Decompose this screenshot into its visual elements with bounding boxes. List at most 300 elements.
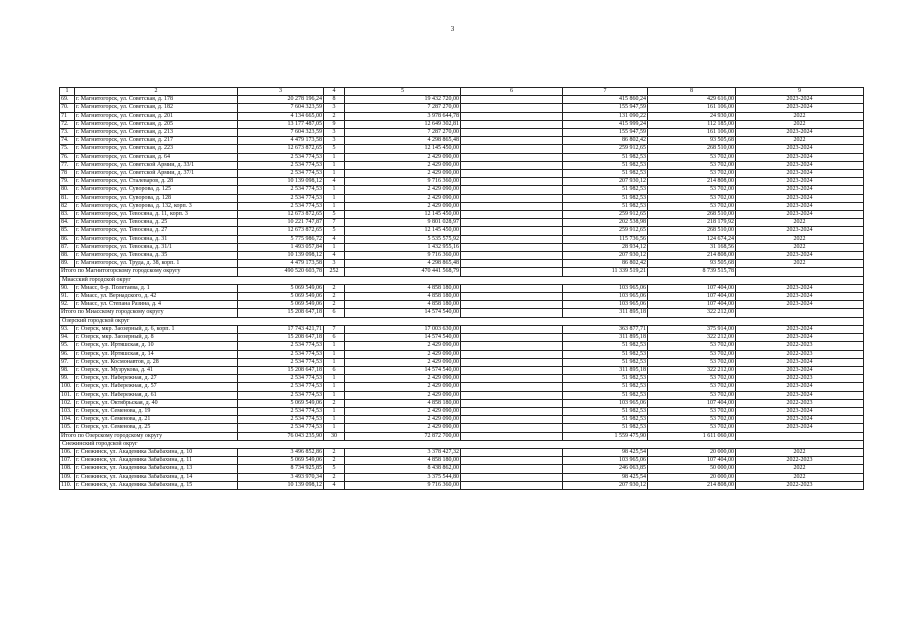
table-cell: 4 858 180,00 bbox=[345, 293, 461, 301]
table-cell: 2022 bbox=[736, 473, 864, 481]
table-cell: 12 145 450,00 bbox=[345, 227, 461, 235]
table-cell: 53 702,00 bbox=[648, 153, 736, 161]
table-cell: 20 278 196,24 bbox=[238, 96, 324, 104]
table-cell: 2 429 090,00 bbox=[345, 358, 461, 366]
table-cell: 2023-2024 bbox=[736, 293, 864, 301]
table-cell: 268 510,00 bbox=[648, 145, 736, 153]
table-cell: 51 982,53 bbox=[563, 186, 648, 194]
table-cell: 259 912,65 bbox=[563, 211, 648, 219]
table-cell: 5 069 549,06 bbox=[238, 399, 324, 407]
table-cell: 72. bbox=[60, 120, 75, 128]
table-cell: 8 739 515,78 bbox=[648, 268, 736, 276]
table-cell: 2023-2024 bbox=[736, 416, 864, 424]
table-cell: 51 982,53 bbox=[563, 342, 648, 350]
table-cell: 73. bbox=[60, 129, 75, 137]
table-cell: 2 534 774,53 bbox=[238, 416, 324, 424]
table-cell: 2 429 090,00 bbox=[345, 170, 461, 178]
table-cell: г. Магнитогорск, ул. Советская, д. 178 bbox=[75, 96, 238, 104]
table-row bbox=[60, 366, 864, 374]
table-cell: 2023-2024 bbox=[736, 284, 864, 292]
table-cell: 93 505,68 bbox=[648, 137, 736, 145]
table-cell: 155 947,59 bbox=[563, 129, 648, 137]
table-row bbox=[60, 96, 864, 104]
page-number: 3 bbox=[450, 25, 455, 33]
table-cell: г. Миасс, ул. Степана Разина, д. 4 bbox=[75, 301, 238, 309]
table-cell: 53 702,00 bbox=[648, 383, 736, 391]
table-cell bbox=[461, 260, 563, 268]
table-cell: 4 479 173,58 bbox=[238, 260, 324, 268]
table-cell: 1 bbox=[324, 350, 345, 358]
table-cell: 10 139 098,12 bbox=[238, 481, 324, 489]
table-cell bbox=[461, 235, 563, 243]
table-cell: 2022-2023 bbox=[736, 342, 864, 350]
table-cell: 375 914,00 bbox=[648, 325, 736, 333]
table-cell: 311 895,18 bbox=[563, 309, 648, 317]
table-cell: 53 702,00 bbox=[648, 202, 736, 210]
table-cell: 3 378 427,32 bbox=[345, 448, 461, 456]
table-row bbox=[60, 416, 864, 424]
table-cell: г. Магнитогорск, ул. Советская, д. 217 bbox=[75, 137, 238, 145]
table-cell: г. Магнитогорск, ул. Тевосяна, д. 35 bbox=[75, 252, 238, 260]
table-row bbox=[60, 137, 864, 145]
table-cell: 2 bbox=[324, 284, 345, 292]
header-cell: 1 bbox=[60, 88, 75, 96]
table-cell: 30 bbox=[324, 432, 345, 440]
table-cell: 1 bbox=[324, 424, 345, 432]
table-cell: 2023-2024 bbox=[736, 96, 864, 104]
table-cell: г. Магнитогорск, ул. Суворова, д. 132, корп. 3 bbox=[75, 202, 238, 210]
table-cell: 429 616,00 bbox=[648, 96, 736, 104]
table-cell: 2 429 090,00 bbox=[345, 383, 461, 391]
table-row bbox=[60, 186, 864, 194]
table-cell: 14 574 540,00 bbox=[345, 334, 461, 342]
table-cell: 207 930,12 bbox=[563, 178, 648, 186]
table-cell: 268 510,00 bbox=[648, 211, 736, 219]
table-cell: 88. bbox=[60, 252, 75, 260]
table-cell: г. Озерск, мкр. Заозерный, д. 8 bbox=[75, 334, 238, 342]
table-cell: 4 858 180,00 bbox=[345, 284, 461, 292]
table-cell: 2022-2023 bbox=[736, 350, 864, 358]
table-cell: 11 339 519,21 bbox=[563, 268, 648, 276]
table-cell: 82 bbox=[60, 202, 75, 210]
table-cell: 2023-2024 bbox=[736, 211, 864, 219]
table-cell: 6 bbox=[324, 334, 345, 342]
table-cell: г. Озерск, ул. Космонавтов, д. 28 bbox=[75, 358, 238, 366]
table-cell: 1 bbox=[324, 391, 345, 399]
table-cell: 3 978 644,78 bbox=[345, 112, 461, 120]
table-row bbox=[60, 350, 864, 358]
table-cell bbox=[461, 194, 563, 202]
table-cell: 12 145 450,00 bbox=[345, 211, 461, 219]
table-cell: 4 bbox=[324, 252, 345, 260]
table-cell: 268 510,00 bbox=[648, 227, 736, 235]
table-cell bbox=[461, 145, 563, 153]
table-cell: 2023-2024 bbox=[736, 424, 864, 432]
table-cell: г. Магнитогорск, ул. Сталеваров, д. 28 bbox=[75, 178, 238, 186]
table-cell bbox=[461, 383, 563, 391]
table-cell: 107 404,00 bbox=[648, 457, 736, 465]
table-cell: 7 bbox=[324, 219, 345, 227]
table-cell: 1 559 475,90 bbox=[563, 432, 648, 440]
header-row bbox=[60, 88, 864, 96]
table-cell: 79. bbox=[60, 178, 75, 186]
table-cell: 4 858 180,00 bbox=[345, 399, 461, 407]
table-cell: 107 404,00 bbox=[648, 293, 736, 301]
table-cell: 72 872 700,00 bbox=[345, 432, 461, 440]
table-cell: 490 520 603,78 bbox=[238, 268, 324, 276]
table-cell: 2 429 090,00 bbox=[345, 153, 461, 161]
table-cell: 2023-2024 bbox=[736, 186, 864, 194]
table-cell: 2 bbox=[324, 293, 345, 301]
table-cell: 2022 bbox=[736, 112, 864, 120]
table-cell: 2023-2024 bbox=[736, 391, 864, 399]
table-cell: 2 429 090,00 bbox=[345, 161, 461, 169]
table-cell: 2 534 774,53 bbox=[238, 153, 324, 161]
section-header-row bbox=[60, 276, 864, 284]
table-cell: 108. bbox=[60, 465, 75, 473]
table-cell: 5 535 575,92 bbox=[345, 235, 461, 243]
header-cell: 6 bbox=[461, 88, 563, 96]
table-row bbox=[60, 325, 864, 333]
table-cell: 90. bbox=[60, 284, 75, 292]
table-cell: 4 858 180,00 bbox=[345, 301, 461, 309]
table-cell: 1 493 057,84 bbox=[238, 243, 324, 251]
table-cell: 207 930,12 bbox=[563, 252, 648, 260]
table-cell: 2 429 090,00 bbox=[345, 391, 461, 399]
table-cell: г. Магнитогорск, ул. Тевосяна, д. 25 bbox=[75, 219, 238, 227]
table-cell bbox=[461, 424, 563, 432]
table-row bbox=[60, 120, 864, 128]
section-header-row bbox=[60, 440, 864, 448]
table-cell: 51 982,53 bbox=[563, 383, 648, 391]
table-body bbox=[60, 88, 864, 490]
table-cell: 2 bbox=[324, 301, 345, 309]
table-cell: 115 736,56 bbox=[563, 235, 648, 243]
table-cell: 2 534 774,53 bbox=[238, 375, 324, 383]
table-cell: 99. bbox=[60, 375, 75, 383]
table-cell: 2 534 774,53 bbox=[238, 161, 324, 169]
table-row bbox=[60, 161, 864, 169]
table-cell: г. Снежинск, ул. Академика Забабахина, д. 14 bbox=[75, 473, 238, 481]
table-cell: 2023-2024 bbox=[736, 407, 864, 415]
table-cell: 81. bbox=[60, 194, 75, 202]
table-cell: 2 bbox=[324, 448, 345, 456]
table-cell: г. Озерск, ул. Набережная, д. 57 bbox=[75, 383, 238, 391]
table-cell: 6 bbox=[324, 309, 345, 317]
table-cell bbox=[461, 293, 563, 301]
table-cell: г. Озерск, ул. Семенова, д. 25 bbox=[75, 424, 238, 432]
table-cell: 15 208 647,18 bbox=[238, 366, 324, 374]
table-row bbox=[60, 424, 864, 432]
table-cell: 9 801 028,97 bbox=[345, 219, 461, 227]
table-cell: 2022 bbox=[736, 120, 864, 128]
table-cell: г. Снежинск, ул. Академика Забабахина, д. 15 bbox=[75, 481, 238, 489]
table-row bbox=[60, 391, 864, 399]
table-cell: 1 bbox=[324, 383, 345, 391]
table-cell: 2023-2024 bbox=[736, 202, 864, 210]
table-cell: 207 930,12 bbox=[563, 481, 648, 489]
table-row bbox=[60, 260, 864, 268]
table-cell: 20 000,00 bbox=[648, 473, 736, 481]
table-cell: 2023-2024 bbox=[736, 252, 864, 260]
table-cell: 51 982,53 bbox=[563, 391, 648, 399]
table-cell: 2022 bbox=[736, 243, 864, 251]
header-cell: 2 bbox=[75, 88, 238, 96]
table-cell: 78 bbox=[60, 170, 75, 178]
table-cell: 1 bbox=[324, 243, 345, 251]
table-cell: 3 bbox=[324, 260, 345, 268]
table-cell: 24 930,00 bbox=[648, 112, 736, 120]
section-title: Озерский городской округ bbox=[60, 317, 864, 325]
table-cell: 98 425,54 bbox=[563, 448, 648, 456]
table-cell: 110. bbox=[60, 481, 75, 489]
table-row bbox=[60, 202, 864, 210]
table-cell: 77. bbox=[60, 161, 75, 169]
table-cell: 15 208 647,18 bbox=[238, 309, 324, 317]
table-cell: 415 860,24 bbox=[563, 96, 648, 104]
table-row bbox=[60, 235, 864, 243]
table-cell: 98. bbox=[60, 366, 75, 374]
table-cell: 15 208 647,18 bbox=[238, 334, 324, 342]
table-cell: 4 298 865,48 bbox=[345, 260, 461, 268]
table-cell: 259 912,65 bbox=[563, 227, 648, 235]
table-cell: 3 496 852,86 bbox=[238, 448, 324, 456]
housing-program-table bbox=[59, 87, 864, 490]
table-cell: г. Магнитогорск, ул. Советская, д. 201 bbox=[75, 112, 238, 120]
table-cell: 53 702,00 bbox=[648, 161, 736, 169]
table-cell: 1 bbox=[324, 358, 345, 366]
table-row bbox=[60, 211, 864, 219]
table-cell: 4 bbox=[324, 178, 345, 186]
table-cell: 103 965,06 bbox=[563, 457, 648, 465]
table-cell: г. Снежинск, ул. Академика Забабахина, д. 13 bbox=[75, 465, 238, 473]
table-cell: 2022 bbox=[736, 448, 864, 456]
table-cell: г. Магнитогорск, ул. Советской Армии, д. 37/1 bbox=[75, 170, 238, 178]
table-cell: 4 bbox=[324, 235, 345, 243]
table-cell bbox=[461, 252, 563, 260]
table-cell: г. Магнитогорск, ул. Суворова, д. 125 bbox=[75, 186, 238, 194]
table-cell bbox=[461, 366, 563, 374]
table-cell: 3 bbox=[324, 137, 345, 145]
table-cell: 2 429 090,00 bbox=[345, 375, 461, 383]
table-cell: 124 674,24 bbox=[648, 235, 736, 243]
table-cell bbox=[461, 96, 563, 104]
table-cell: 1 bbox=[324, 407, 345, 415]
table-cell: 2023-2024 bbox=[736, 334, 864, 342]
table-cell: 1 bbox=[324, 375, 345, 383]
table-cell: 69. bbox=[60, 96, 75, 104]
table-cell: 53 702,00 bbox=[648, 407, 736, 415]
table-cell: 2022-2023 bbox=[736, 481, 864, 489]
table-cell: 106. bbox=[60, 448, 75, 456]
table-cell: 104. bbox=[60, 416, 75, 424]
table-cell: 2 534 774,53 bbox=[238, 383, 324, 391]
table-cell bbox=[736, 432, 864, 440]
table-cell: 3 493 970,34 bbox=[238, 473, 324, 481]
table-row bbox=[60, 407, 864, 415]
table-cell bbox=[461, 202, 563, 210]
table-cell: 107. bbox=[60, 457, 75, 465]
table-cell: 53 702,00 bbox=[648, 391, 736, 399]
table-cell: г. Магнитогорск, ул. Советской Армии, д. 33/1 bbox=[75, 161, 238, 169]
table-cell: 322 212,00 bbox=[648, 366, 736, 374]
table-row bbox=[60, 383, 864, 391]
table-cell: 12 673 872,65 bbox=[238, 145, 324, 153]
table-cell: г. Озерск, мкр. Заозерный, д. 6, корп. 1 bbox=[75, 325, 238, 333]
table-cell: г. Озерск, ул. Музрукова, д. 41 bbox=[75, 366, 238, 374]
table-cell bbox=[461, 457, 563, 465]
table-cell: 100. bbox=[60, 383, 75, 391]
table-cell: 12 673 872,65 bbox=[238, 211, 324, 219]
table-cell: 246 063,85 bbox=[563, 465, 648, 473]
table-cell: 9 716 360,00 bbox=[345, 178, 461, 186]
table-cell: 53 702,00 bbox=[648, 424, 736, 432]
table-cell: 2 534 774,53 bbox=[238, 202, 324, 210]
table-cell bbox=[461, 268, 563, 276]
table-row bbox=[60, 301, 864, 309]
table-cell: 103 965,06 bbox=[563, 284, 648, 292]
table-row bbox=[60, 194, 864, 202]
table-cell: 415 999,24 bbox=[563, 120, 648, 128]
table-cell: 12 649 302,81 bbox=[345, 120, 461, 128]
table-cell: 17 003 630,00 bbox=[345, 325, 461, 333]
table-cell: 51 982,53 bbox=[563, 153, 648, 161]
total-row bbox=[60, 309, 864, 317]
table-cell bbox=[461, 399, 563, 407]
table-cell: г. Снежинск, ул. Академика Забабахина, д. 11 bbox=[75, 457, 238, 465]
table-cell bbox=[461, 178, 563, 186]
table-cell: 322 212,00 bbox=[648, 334, 736, 342]
table-cell: 51 982,53 bbox=[563, 407, 648, 415]
table-cell: 14 574 540,00 bbox=[345, 309, 461, 317]
table-cell: 2 534 774,53 bbox=[238, 194, 324, 202]
table-cell: 91. bbox=[60, 293, 75, 301]
table-cell: 214 808,00 bbox=[648, 178, 736, 186]
table-cell: 4 134 665,00 bbox=[238, 112, 324, 120]
table-cell: г. Магнитогорск, ул. Советская, д. 205 bbox=[75, 120, 238, 128]
table-cell bbox=[736, 268, 864, 276]
table-cell bbox=[461, 391, 563, 399]
table-cell: 2023-2024 bbox=[736, 104, 864, 112]
total-row bbox=[60, 432, 864, 440]
table-cell: 2023-2024 bbox=[736, 178, 864, 186]
table-cell: 51 982,53 bbox=[563, 358, 648, 366]
table-row bbox=[60, 399, 864, 407]
table-cell: 10 139 098,12 bbox=[238, 178, 324, 186]
table-cell: 7 604 323,59 bbox=[238, 129, 324, 137]
table-cell: 1 bbox=[324, 153, 345, 161]
table-cell bbox=[461, 104, 563, 112]
header-cell: 4 bbox=[324, 88, 345, 96]
table-cell: г. Озерск, ул. Семенова, д. 19 bbox=[75, 407, 238, 415]
table-row bbox=[60, 457, 864, 465]
table-cell: 2022 bbox=[736, 219, 864, 227]
table-row bbox=[60, 293, 864, 301]
table-cell: 2 429 090,00 bbox=[345, 202, 461, 210]
total-label: Итого по Магнитогорскому городскому округу bbox=[60, 268, 238, 276]
section-title: Миасский городской округ bbox=[60, 276, 864, 284]
table-cell: г. Магнитогорск, ул. Советская, д. 182 bbox=[75, 104, 238, 112]
table-cell: 31 168,56 bbox=[648, 243, 736, 251]
table-cell: 2 429 090,00 bbox=[345, 416, 461, 424]
table-cell: 53 702,00 bbox=[648, 416, 736, 424]
table-cell: 2 534 774,53 bbox=[238, 170, 324, 178]
table-cell: 93. bbox=[60, 325, 75, 333]
table-cell: 51 982,53 bbox=[563, 202, 648, 210]
table-cell: 70. bbox=[60, 104, 75, 112]
table-cell: 1 611 060,00 bbox=[648, 432, 736, 440]
table-cell: 2 534 774,53 bbox=[238, 424, 324, 432]
table-cell: 20 000,00 bbox=[648, 448, 736, 456]
table-cell bbox=[461, 342, 563, 350]
table-cell: 9 716 360,00 bbox=[345, 481, 461, 489]
table-cell: 2022-2023 bbox=[736, 375, 864, 383]
table-cell: 2 bbox=[324, 457, 345, 465]
table-cell bbox=[461, 161, 563, 169]
table-cell: 2023-2024 bbox=[736, 325, 864, 333]
table-cell: г. Снежинск, ул. Академика Забабахина, д. 10 bbox=[75, 448, 238, 456]
table-cell: 2 429 090,00 bbox=[345, 424, 461, 432]
table-row bbox=[60, 145, 864, 153]
table-row bbox=[60, 153, 864, 161]
table-cell bbox=[461, 334, 563, 342]
table-cell: г. Озерск, ул. Семенова, д. 21 bbox=[75, 416, 238, 424]
table-row bbox=[60, 375, 864, 383]
table-cell: 2 534 774,53 bbox=[238, 186, 324, 194]
table-cell: г. Магнитогорск, ул. Тевосяна, д. 11, корп. 3 bbox=[75, 211, 238, 219]
table-cell: 3 bbox=[324, 129, 345, 137]
table-row bbox=[60, 227, 864, 235]
table-cell: 10 221 747,87 bbox=[238, 219, 324, 227]
table-cell bbox=[461, 112, 563, 120]
table-cell: 8 438 862,00 bbox=[345, 465, 461, 473]
table-cell: 84. bbox=[60, 219, 75, 227]
table-cell: 51 982,53 bbox=[563, 350, 648, 358]
table-cell: 7 bbox=[324, 325, 345, 333]
table-cell: 5 bbox=[324, 227, 345, 235]
table-cell: 105. bbox=[60, 424, 75, 432]
table-cell: 96. bbox=[60, 350, 75, 358]
table-cell bbox=[461, 219, 563, 227]
total-label: Итого по Озерскому городскому округу bbox=[60, 432, 238, 440]
table-cell: г. Магнитогорск, ул. Советская, д. 213 bbox=[75, 129, 238, 137]
table-cell: 2 534 774,53 bbox=[238, 350, 324, 358]
table-row bbox=[60, 252, 864, 260]
table-cell: 7 287 270,00 bbox=[345, 129, 461, 137]
table-cell: 97. bbox=[60, 358, 75, 366]
table-cell bbox=[461, 284, 563, 292]
table-cell: 155 947,59 bbox=[563, 104, 648, 112]
table-cell bbox=[461, 432, 563, 440]
table-cell: 12 145 450,00 bbox=[345, 145, 461, 153]
table-cell: 5 bbox=[324, 145, 345, 153]
section-header-row bbox=[60, 317, 864, 325]
table-cell: 51 982,53 bbox=[563, 194, 648, 202]
section-title: Снежинский городской округ bbox=[60, 440, 864, 448]
table-cell: 12 673 872,65 bbox=[238, 227, 324, 235]
table-cell: 161 106,00 bbox=[648, 129, 736, 137]
table-cell: 83. bbox=[60, 211, 75, 219]
table-cell: 259 912,65 bbox=[563, 145, 648, 153]
table-cell: 2023-2024 bbox=[736, 383, 864, 391]
table-cell: 53 702,00 bbox=[648, 358, 736, 366]
table-cell: г. Магнитогорск, ул. Тевосяна, д. 31 bbox=[75, 235, 238, 243]
table-cell bbox=[461, 243, 563, 251]
table-cell: 53 702,00 bbox=[648, 342, 736, 350]
table-cell: 107 404,00 bbox=[648, 284, 736, 292]
table-cell: 2022 bbox=[736, 137, 864, 145]
table-row bbox=[60, 358, 864, 366]
